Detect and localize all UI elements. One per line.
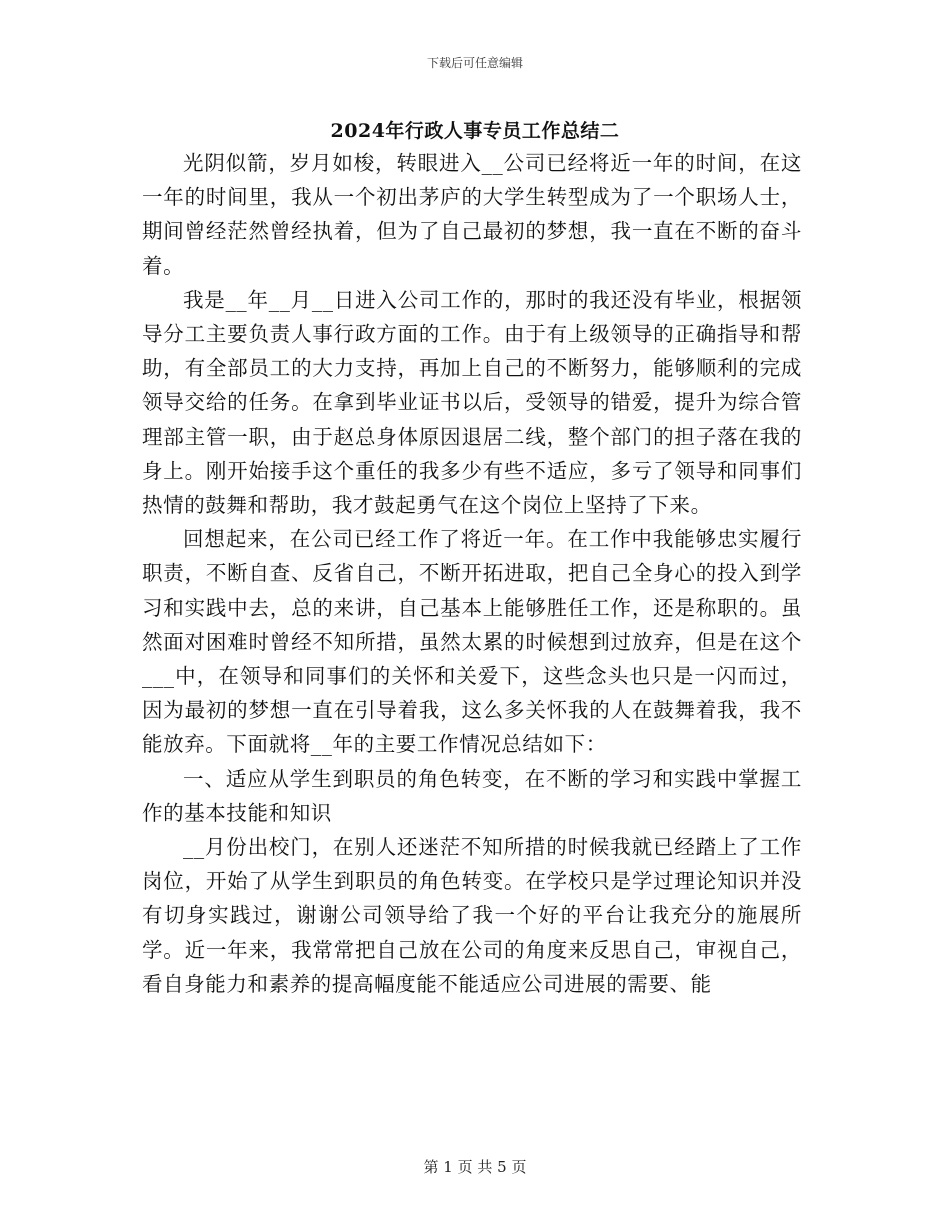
paragraph-2: 我是__年__月__日进入公司工作的，那时的我还没有毕业，根据领导分工主要负责人事行政方面的工作。由于有上级领导的正确指导和帮助，有全部员工的大力支持，再加上自己的不断努力，能够顺利的完成领导交给的任务。在拿到毕业证书以后，受领导的错爱，提升为综合管理部主管一职，由于赵总身体原因退居二线，整个部门的担子落在我的身上。刚开始接手这个重任的我多少有些不适应，多亏了领导和同事们热情的鼓舞和帮助，我才鼓起勇气在这个岗位上坚持了下来。 bbox=[142, 287, 802, 518]
paragraph-1: 光阴似箭，岁月如梭，转眼进入__公司已经将近一年的时间，在这一年的时间里，我从一个初出茅庐的大学生转型成为了一个职场人士，期间曾经茫然曾经执着，但为了自己最初的梦想，我一直在不断的奋斗着。 bbox=[142, 151, 802, 278]
document-body bbox=[142, 146, 802, 1001]
paragraph-3: 回想起来，在公司已经工作了将近一年。在工作中我能够忠实履行职责，不断自查、反省自己，不断开拓进取，把自己全身心的投入到学习和实践中去，总的来讲，自己基本上能够胜任工作，还是称职的。虽然面对困难时曾经不知所措，虽然太累的时候想到过放弃，但是在这个___中，在领导和同事们的关怀和关爱下，这些念头也只是一闪而过，因为最初的梦想一直在引导着我，这么多关怀我的人在鼓舞着我，我不能放弃。下面就将__年的主要工作情况总结如下： bbox=[142, 527, 802, 757]
paragraph-4: __月份出校门，在别人还迷茫不知所措的时候我就已经踏上了工作岗位，开始了从学生到职员的角色转变。在学校只是学过理论知识并没有切身实践过，谢谢公司领导给了我一个好的平台让我充分的施展所学。近一年来，我常常把自己放在公司的角度来反思自己，审视自己，看自身能力和素养的提高幅度能不能适应公司进展的需要、能 bbox=[142, 835, 802, 996]
page-number: 第 1 页 共 5 页 bbox=[423, 1158, 527, 1176]
header-note: 下载后可任意编辑 bbox=[426, 56, 523, 70]
document-title: 2024年行政人事专员工作总结二 bbox=[330, 120, 620, 142]
section-heading-1: 一、适应从学生到职员的角色转变，在不断的学习和实践中掌握工作的基本技能和知识 bbox=[142, 766, 802, 825]
